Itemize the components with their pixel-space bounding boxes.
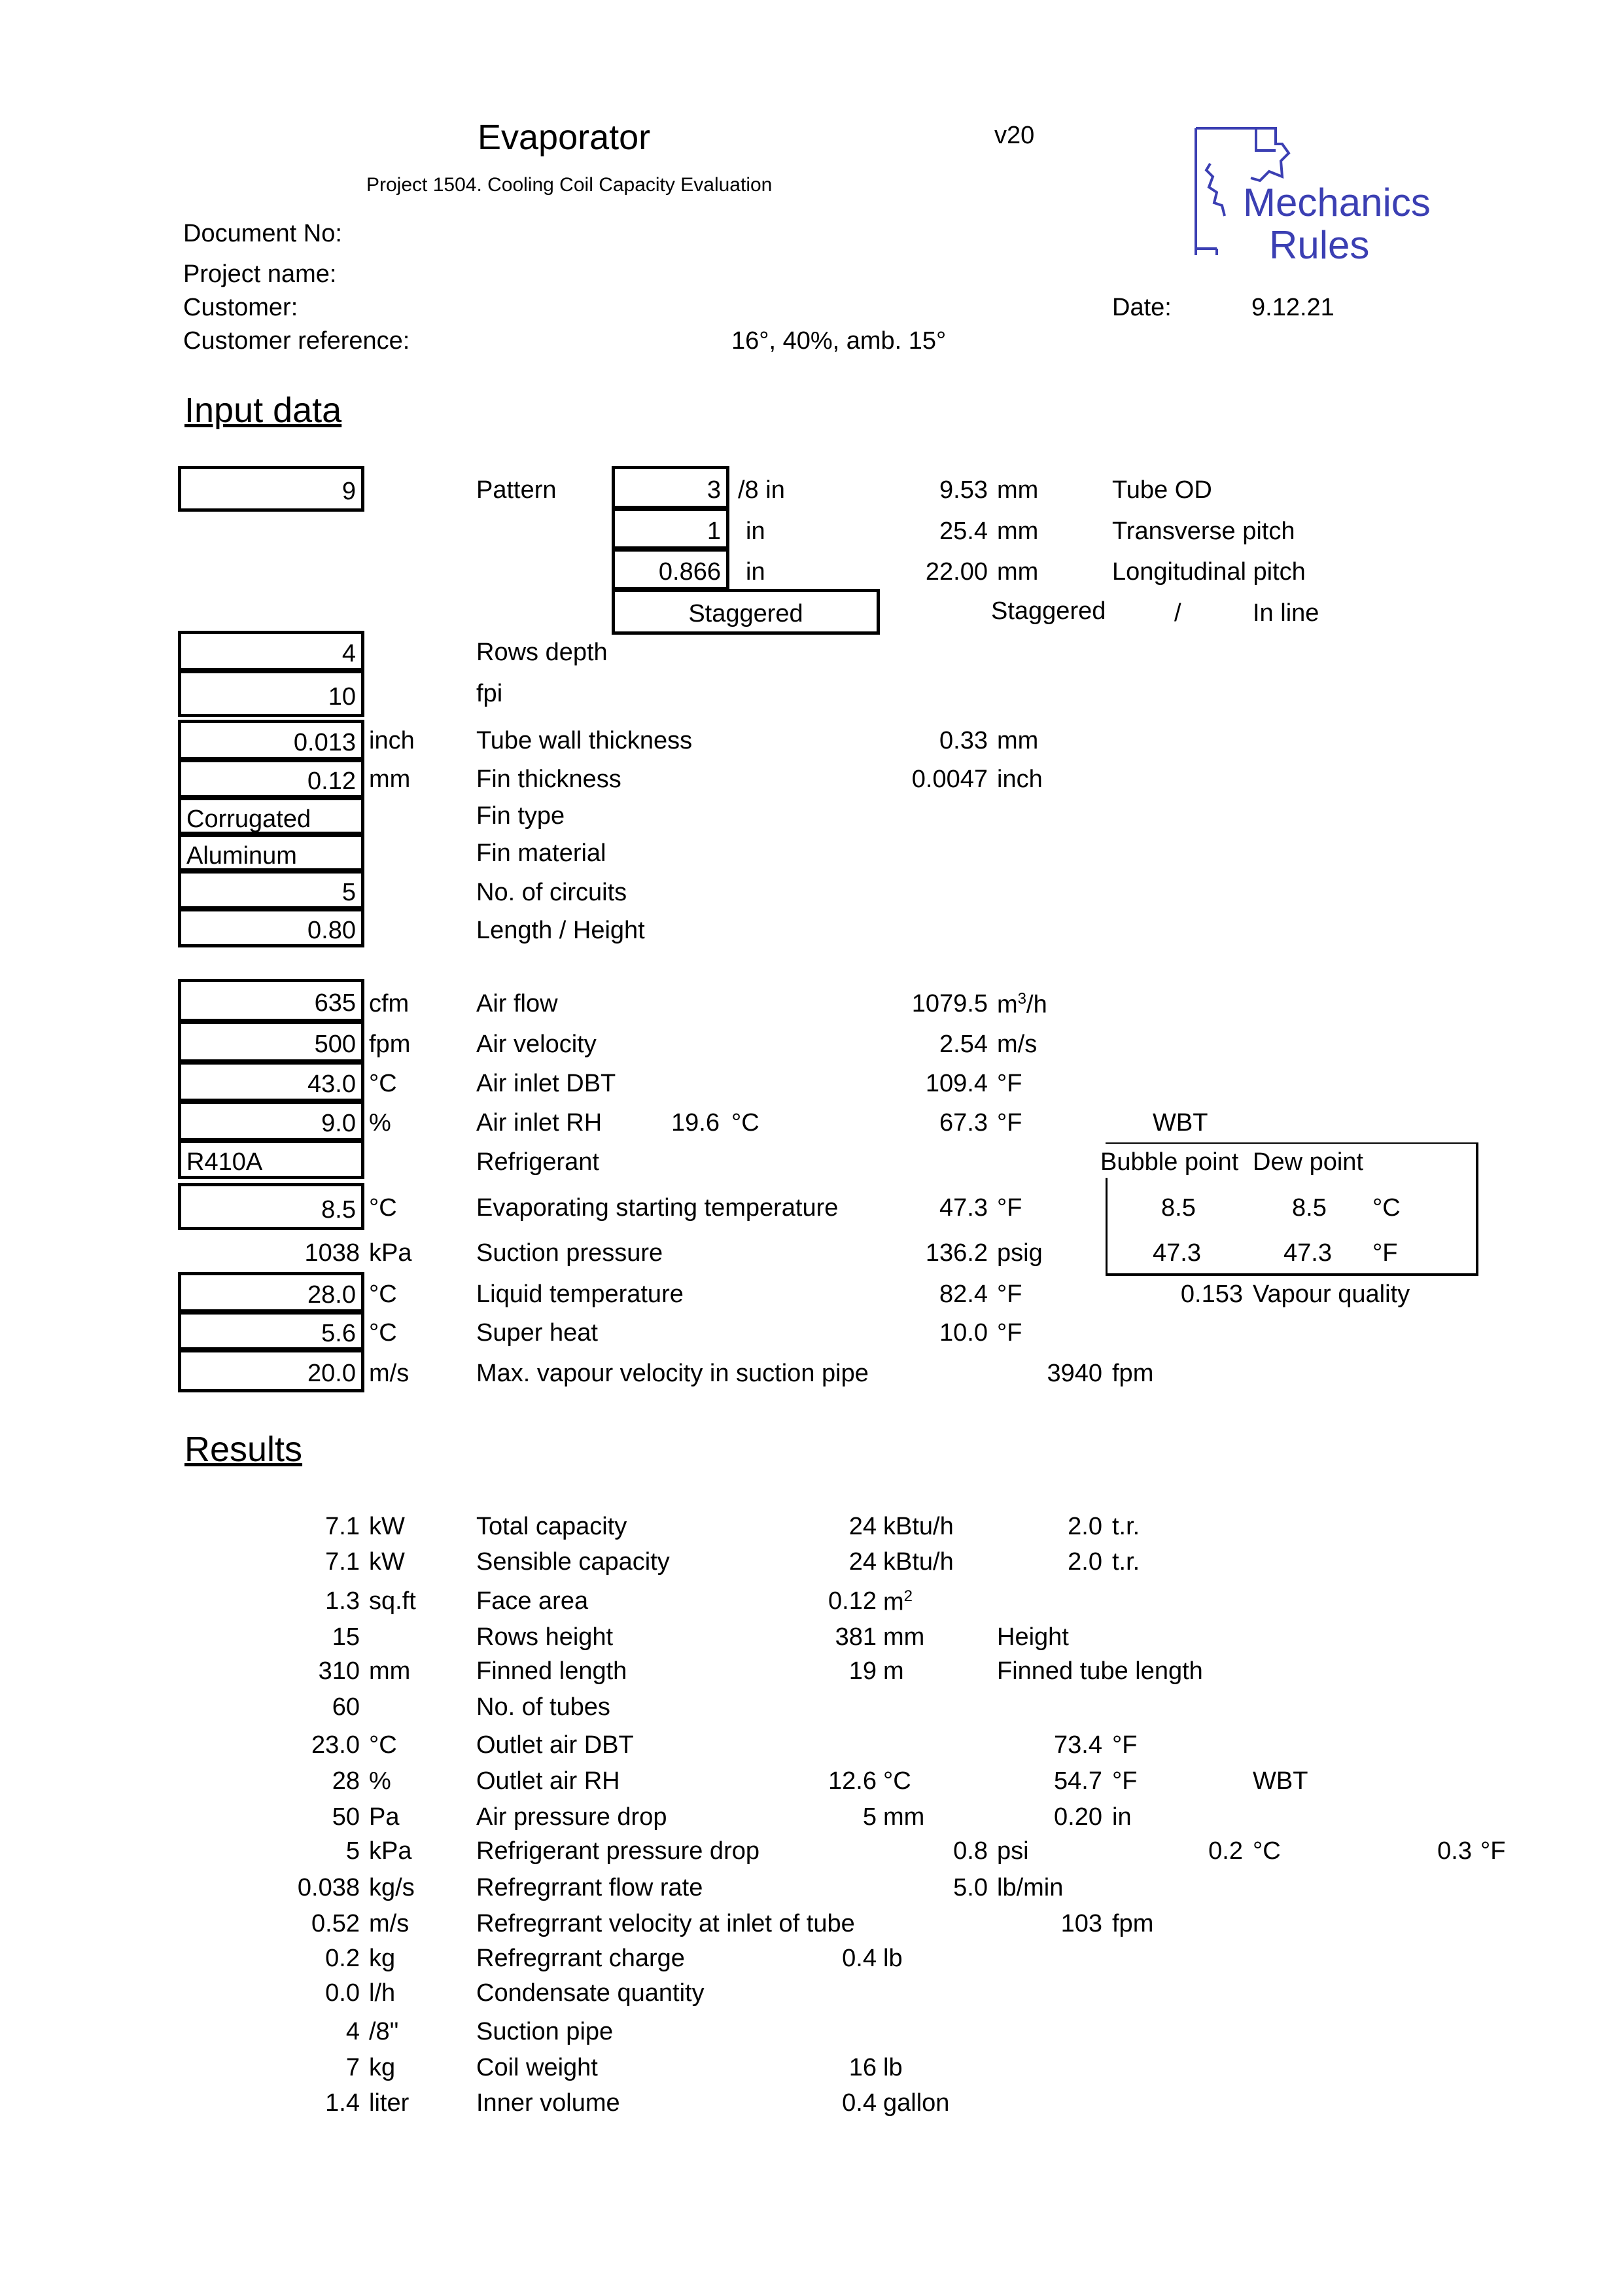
evaporating-temperature-unit: °C (369, 1194, 397, 1222)
transverse-label: Transverse pitch (1112, 518, 1295, 545)
refrigerant-flow-conv: 5.0 (953, 1874, 988, 1901)
arrangement-option-staggered: Staggered (991, 597, 1106, 625)
saturation-f-unit: °F (1372, 1239, 1398, 1267)
super-heat-unit: °C (369, 1319, 397, 1347)
date-label: Date: (1112, 294, 1172, 321)
air-flow-conv: 1079.5 (911, 990, 988, 1017)
face-area-value: 1.3 (325, 1587, 360, 1615)
air-flow-label: Air flow (476, 990, 558, 1017)
refrigerant-velocity-conv-unit: fpm (1112, 1910, 1154, 1937)
project-name-label: Project name: (183, 260, 337, 288)
outlet-wbt-c-unit: °C (883, 1767, 911, 1795)
evaporating-temperature-conv: 47.3 (939, 1194, 988, 1222)
refrigerant-pressure-drop-unit: kPa (369, 1837, 412, 1865)
refrigerant-select[interactable]: R410A (178, 1140, 364, 1179)
rows-height-label: Rows height (476, 1623, 614, 1651)
refrigerant-pressure-drop-c: 0.2 (1208, 1837, 1243, 1865)
coil-weight-value: 7 (345, 2054, 360, 2081)
air-inlet-rh-unit: % (369, 1109, 391, 1137)
face-area-label: Face area (476, 1587, 589, 1615)
rows-height-value: 15 (332, 1623, 360, 1651)
total-capacity-tr-unit: t.r. (1112, 1513, 1140, 1540)
fin-type-label: Fin type (476, 802, 565, 830)
wbt-label: WBT (1153, 1109, 1208, 1137)
finned-length-conv: 19 (848, 1657, 877, 1685)
length-height-label: Length / Height (476, 917, 645, 944)
air-inlet-dbt-conv: 109.4 (925, 1070, 988, 1097)
inner-volume-conv: 0.4 (842, 2089, 877, 2117)
air-pressure-drop-label: Air pressure drop (476, 1803, 667, 1831)
longitudinal-unit: in (746, 558, 765, 586)
air-flow-input[interactable]: 635 (178, 979, 364, 1022)
max-vapour-velocity-conv-unit: fpm (1112, 1360, 1154, 1387)
air-inlet-wbt-f-unit: °F (997, 1109, 1022, 1137)
super-heat-input[interactable]: 5.6 (178, 1311, 364, 1351)
face-area-conv: 0.12 (828, 1587, 877, 1615)
tube-wall-label: Tube wall thickness (476, 727, 693, 754)
inner-volume-unit: liter (369, 2089, 410, 2117)
saturation-table-left-border (1106, 1178, 1108, 1275)
air-flow-unit: cfm (369, 990, 410, 1017)
rows-height-text: Height (997, 1623, 1069, 1651)
inner-volume-label: Inner volume (476, 2089, 620, 2117)
tube-od-unit: /8 in (738, 476, 785, 504)
longitudinal-pitch-input[interactable]: 0.866 (612, 548, 729, 590)
refrigerant-velocity-conv: 103 (1060, 1910, 1102, 1937)
air-velocity-conv-unit: m/s (997, 1031, 1038, 1058)
refrigerant-charge-conv-unit: lb (883, 1945, 903, 1972)
arrangement-separator: / (1174, 599, 1181, 627)
air-pressure-drop-in: 0.20 (1054, 1803, 1102, 1831)
saturation-table-right-border (1476, 1142, 1478, 1275)
air-inlet-wbt-f: 67.3 (939, 1109, 988, 1137)
tubes-value: 60 (332, 1693, 360, 1721)
tubes-label: No. of tubes (476, 1693, 610, 1721)
air-inlet-dbt-input[interactable]: 43.0 (178, 1061, 364, 1102)
refrigerant-velocity-unit: m/s (369, 1910, 410, 1937)
finned-length-label: Finned length (476, 1657, 627, 1685)
transverse-mm: 25.4 (939, 518, 988, 545)
air-inlet-dbt-label: Air inlet DBT (476, 1070, 616, 1097)
outlet-wbt-c: 12.6 (828, 1767, 877, 1795)
refrigerant-flow-label: Refregrrant flow rate (476, 1874, 703, 1901)
version-label: v20 (994, 122, 1035, 149)
document-no-label: Document No: (183, 220, 342, 247)
air-velocity-input[interactable]: 500 (178, 1021, 364, 1063)
refrigerant-flow-value: 0.038 (297, 1874, 360, 1901)
suction-pipe-label: Suction pipe (476, 2018, 614, 2045)
total-capacity-label: Total capacity (476, 1513, 627, 1540)
fin-material-select[interactable]: Aluminum (178, 834, 364, 872)
results-heading: Results (184, 1430, 303, 1469)
sensible-capacity-tr-unit: t.r. (1112, 1548, 1140, 1576)
total-capacity-value: 7.1 (325, 1513, 360, 1540)
rows-height-mm: 381 (835, 1623, 877, 1651)
coil-weight-conv-unit: lb (883, 2054, 903, 2081)
outlet-rh-value: 28 (332, 1767, 360, 1795)
length-height-input[interactable]: 0.80 (178, 908, 364, 947)
condensate-unit: l/h (369, 1979, 396, 2007)
outlet-rh-unit: % (369, 1767, 391, 1795)
longitudinal-label: Longitudinal pitch (1112, 558, 1306, 586)
finned-tube-length-text: Finned tube length (997, 1657, 1203, 1685)
air-inlet-wbt-c: 19.6 (671, 1109, 720, 1137)
refrigerant-velocity-value: 0.52 (311, 1910, 360, 1937)
fin-thickness-conv: 0.0047 (911, 766, 988, 793)
sensible-capacity-value: 7.1 (325, 1548, 360, 1576)
fin-thickness-unit: mm (369, 766, 411, 793)
pattern-input[interactable]: 9 (178, 466, 364, 512)
coil-weight-label: Coil weight (476, 2054, 598, 2081)
sensible-capacity-unit: kW (369, 1548, 405, 1576)
pattern-label: Pattern (476, 476, 557, 504)
outlet-wbt-f: 54.7 (1054, 1767, 1102, 1795)
air-pressure-drop-in-unit: in (1112, 1803, 1132, 1831)
customer-label: Customer: (183, 294, 298, 321)
tube-wall-conv-unit: mm (997, 727, 1039, 754)
saturation-table-top-border (1106, 1142, 1478, 1144)
dew-point-c: 8.5 (1292, 1194, 1327, 1222)
fin-thickness-input[interactable]: 0.12 (178, 759, 364, 798)
outlet-dbt-label: Outlet air DBT (476, 1731, 634, 1759)
sensible-capacity-label: Sensible capacity (476, 1548, 670, 1576)
air-inlet-wbt-c-unit: °C (731, 1109, 759, 1137)
refrigerant-flow-unit: kg/s (369, 1874, 415, 1901)
tube-wall-conv: 0.33 (939, 727, 988, 754)
tube-od-label: Tube OD (1112, 476, 1212, 504)
bubble-point-f: 47.3 (1153, 1239, 1201, 1267)
refrigerant-charge-value: 0.2 (325, 1945, 360, 1972)
suction-pressure-value: 1038 (304, 1239, 360, 1267)
condensate-label: Condensate quantity (476, 1979, 705, 2007)
air-pressure-drop-mm: 5 (862, 1803, 877, 1831)
transverse-mm-unit: mm (997, 518, 1039, 545)
dew-point-label: Dew point (1253, 1148, 1363, 1176)
refrigerant-charge-unit: kg (369, 1945, 396, 1972)
air-inlet-rh-label: Air inlet RH (476, 1109, 602, 1137)
max-vapour-velocity-label: Max. vapour velocity in suction pipe (476, 1360, 869, 1387)
suction-pipe-value: 4 (345, 2018, 360, 2045)
transverse-pitch-input[interactable]: 1 (612, 508, 729, 550)
liquid-temperature-conv-unit: °F (997, 1280, 1022, 1308)
vapour-quality-label: Vapour quality (1253, 1280, 1410, 1308)
refrigerant-pressure-drop-value: 5 (345, 1837, 360, 1865)
refrigerant-pressure-drop-psi: 0.8 (953, 1837, 988, 1865)
air-inlet-dbt-unit: °C (369, 1070, 397, 1097)
refrigerant-pressure-drop-label: Refrigerant pressure drop (476, 1837, 759, 1865)
fin-thickness-label: Fin thickness (476, 766, 621, 793)
tube-od-input[interactable]: 3 (612, 466, 729, 509)
liquid-temperature-unit: °C (369, 1280, 397, 1308)
suction-pressure-label: Suction pressure (476, 1239, 663, 1267)
liquid-temperature-label: Liquid temperature (476, 1280, 684, 1308)
evaporating-temperature-label: Evaporating starting temperature (476, 1194, 839, 1222)
rows-depth-label: Rows depth (476, 639, 608, 666)
refrigerant-pressure-drop-psi-unit: psi (997, 1837, 1029, 1865)
finned-length-unit: mm (369, 1657, 411, 1685)
suction-pressure-conv-unit: psig (997, 1239, 1043, 1267)
evaporating-temperature-input[interactable]: 8.5 (178, 1183, 364, 1230)
sensible-capacity-kbtu: 24 (848, 1548, 877, 1576)
bubble-point-label: Bubble point (1100, 1148, 1239, 1176)
fpi-input[interactable]: 10 (178, 670, 364, 717)
customer-reference-label: Customer reference: (183, 327, 410, 355)
tube-od-mm-unit: mm (997, 476, 1039, 504)
tube-wall-input[interactable]: 0.013 (178, 720, 364, 760)
air-inlet-dbt-conv-unit: °F (997, 1070, 1022, 1097)
outlet-dbt-f-unit: °F (1112, 1731, 1138, 1759)
longitudinal-mm: 22.00 (925, 558, 988, 586)
outlet-wbt-label: WBT (1253, 1767, 1308, 1795)
max-vapour-velocity-conv: 3940 (1047, 1360, 1102, 1387)
fin-thickness-conv-unit: inch (997, 766, 1043, 793)
fin-material-label: Fin material (476, 839, 606, 867)
circuits-label: No. of circuits (476, 879, 627, 906)
refrigerant-label: Refrigerant (476, 1148, 599, 1176)
transverse-unit: in (746, 518, 765, 545)
air-velocity-conv: 2.54 (939, 1031, 988, 1058)
longitudinal-mm-unit: mm (997, 558, 1039, 586)
rows-depth-input[interactable]: 4 (178, 631, 364, 671)
refrigerant-flow-conv-unit: lb/min (997, 1874, 1064, 1901)
bubble-point-c: 8.5 (1161, 1194, 1196, 1222)
inner-volume-value: 1.4 (325, 2089, 360, 2117)
refrigerant-charge-conv: 0.4 (842, 1945, 877, 1972)
outlet-dbt-unit: °C (369, 1731, 397, 1759)
sensible-capacity-tr: 2.0 (1068, 1548, 1102, 1576)
circuits-input[interactable]: 5 (178, 870, 364, 910)
refrigerant-charge-label: Refregrrant charge (476, 1945, 685, 1972)
air-pressure-drop-value: 50 (332, 1803, 360, 1831)
suction-pipe-unit: /8" (369, 2018, 399, 2045)
liquid-temperature-conv: 82.4 (939, 1280, 988, 1308)
sensible-capacity-kbtu-unit: kBtu/h (883, 1548, 954, 1576)
page-title: Evaporator (478, 118, 651, 157)
refrigerant-velocity-label: Refregrrant velocity at inlet of tube (476, 1910, 855, 1937)
super-heat-conv-unit: °F (997, 1319, 1022, 1347)
arrangement-option-inline: In line (1253, 599, 1319, 627)
outlet-wbt-f-unit: °F (1112, 1767, 1138, 1795)
customer-reference-value: 16°, 40%, amb. 15° (731, 327, 947, 355)
total-capacity-kbtu: 24 (848, 1513, 877, 1540)
refrigerant-pressure-drop-f-unit: °F (1480, 1837, 1506, 1865)
outlet-rh-label: Outlet air RH (476, 1767, 620, 1795)
total-capacity-unit: kW (369, 1513, 405, 1540)
logo-text-mechanics: Mechanics (1243, 181, 1431, 224)
refrigerant-pressure-drop-f: 0.3 (1437, 1837, 1472, 1865)
face-area-conv-unit: $m^2$ (883, 1587, 913, 1616)
logo-text-rules: Rules (1269, 223, 1370, 267)
outlet-dbt-f: 73.4 (1054, 1731, 1102, 1759)
date-value: 9.12.21 (1251, 294, 1335, 321)
face-area-unit: sq.ft (369, 1587, 416, 1615)
vapour-quality-value: 0.153 (1180, 1280, 1243, 1308)
super-heat-label: Super heat (476, 1319, 598, 1347)
liquid-temperature-input[interactable]: 28.0 (178, 1272, 364, 1313)
arrangement-select[interactable]: Staggered (612, 589, 880, 635)
rows-height-mm-unit: mm (883, 1623, 925, 1651)
mechanics-rules-logo (1191, 124, 1465, 268)
air-pressure-drop-unit: Pa (369, 1803, 400, 1831)
finned-length-conv-unit: m (883, 1657, 904, 1685)
air-flow-conv-unit: $m^3/h$ (997, 990, 1047, 1019)
air-velocity-unit: fpm (369, 1031, 411, 1058)
saturation-c-unit: °C (1372, 1194, 1401, 1222)
page-subtitle: Project 1504. Cooling Coil Capacity Evaluation (366, 174, 773, 196)
input-data-heading: Input data (184, 391, 342, 430)
tube-wall-unit: inch (369, 727, 415, 754)
coil-weight-unit: kg (369, 2054, 396, 2081)
max-vapour-velocity-input[interactable]: 20.0 (178, 1349, 364, 1392)
air-inlet-rh-input[interactable]: 9.0 (178, 1101, 364, 1141)
total-capacity-tr: 2.0 (1068, 1513, 1102, 1540)
outlet-dbt-value: 23.0 (311, 1731, 360, 1759)
condensate-value: 0.0 (325, 1979, 360, 2007)
max-vapour-velocity-unit: m/s (369, 1360, 410, 1387)
suction-pressure-unit: kPa (369, 1239, 412, 1267)
fpi-label: fpi (476, 680, 503, 707)
inner-volume-conv-unit: gallon (883, 2089, 950, 2117)
total-capacity-kbtu-unit: kBtu/h (883, 1513, 954, 1540)
evaporating-temperature-conv-unit: °F (997, 1194, 1022, 1222)
fin-type-select[interactable]: Corrugated (178, 797, 364, 835)
finned-length-value: 310 (318, 1657, 360, 1685)
tube-od-mm: 9.53 (939, 476, 988, 504)
super-heat-conv: 10.0 (939, 1319, 988, 1347)
saturation-table-bottom-border (1106, 1273, 1478, 1276)
suction-pressure-conv: 136.2 (925, 1239, 988, 1267)
refrigerant-pressure-drop-c-unit: °C (1253, 1837, 1281, 1865)
coil-weight-conv: 16 (848, 2054, 877, 2081)
air-velocity-label: Air velocity (476, 1031, 597, 1058)
air-pressure-drop-mm-unit: mm (883, 1803, 925, 1831)
dew-point-f: 47.3 (1283, 1239, 1332, 1267)
